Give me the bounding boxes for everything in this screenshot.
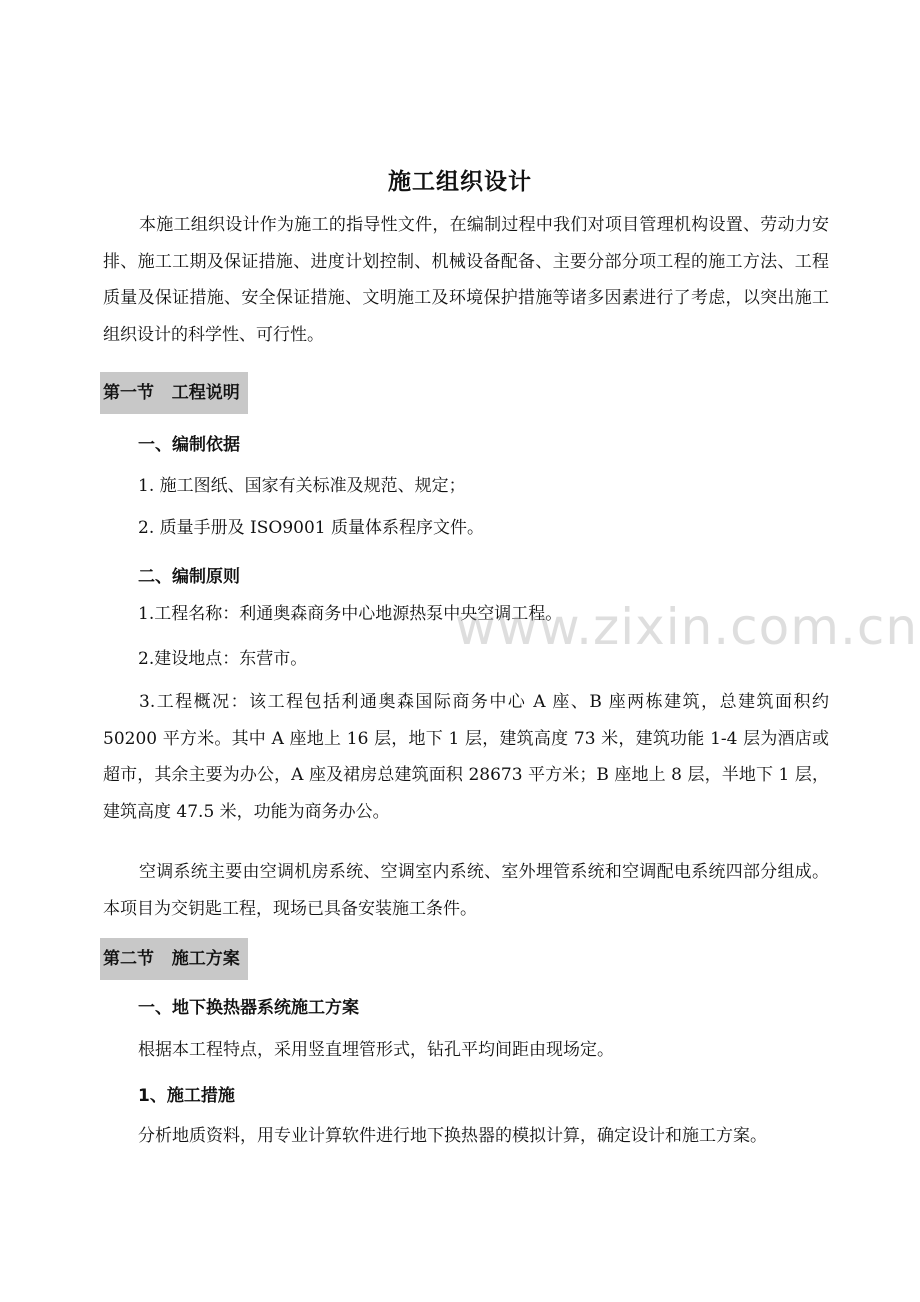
document-title: 施工组织设计: [388, 169, 532, 195]
principle-item-1: 1.工程名称：利通奥森商务中心地源热泵中央空调工程。: [138, 604, 563, 624]
section-heading-1: 第一节 工程说明: [100, 372, 248, 414]
basis-heading: 一、编制依据: [138, 435, 240, 455]
measures-heading: 1、施工措施: [138, 1086, 235, 1106]
basis-item-1: 1. 施工图纸、国家有关标准及规范、规定；: [138, 476, 466, 496]
plan-text: 根据本工程特点，采用竖直埋管形式，钻孔平均间距由现场定。: [138, 1040, 614, 1060]
measures-text: 分析地质资料，用专业计算软件进行地下换热器的模拟计算，确定设计和施工方案。: [138, 1126, 767, 1146]
watermark: www.zixin.com.cn: [455, 598, 919, 656]
basis-item-2: 2. 质量手册及 ISO9001 质量体系程序文件。: [138, 518, 484, 538]
principle-item-2: 2.建设地点：东营市。: [138, 649, 308, 669]
intro-paragraph: 本施工组织设计作为施工的指导性文件，在编制过程中我们对项目管理机构设置、劳动力安排、施工工期及保证措施、进度计划控制、机械设备配备、主要分部分项工程的施工方法、工程质量及保证措施、安全保证措施、文明施工及环境保护措施等诸多因素进行了考虑，以突出施工组织设计的科学性、可行性。: [103, 215, 829, 345]
overview-paragraph: 3.工程概况：该工程包括利通奥森国际商务中心 A 座、B 座两栋建筑，总建筑面积约 50200 平方米。其中 A 座地上 16 层，地下 1 层，建筑高度 73 米，建筑功能 1-4 层为酒店或超市，其余主要为办公，A 座及裙房总建筑面积 28673 平方米；B 座地上 8 层，半地下 1 层，建筑高度 47.5 米，功能为商务办公。: [103, 692, 829, 822]
plan-heading: 一、地下换热器系统施工方案: [138, 998, 359, 1018]
principle-heading: 二、编制原则: [138, 567, 240, 587]
section-heading-2: 第二节 施工方案: [100, 938, 248, 980]
system-paragraph: 空调系统主要由空调机房系统、空调室内系统、室外埋管系统和空调配电系统四部分组成。本项目为交钥匙工程，现场已具备安装施工条件。: [103, 862, 829, 919]
